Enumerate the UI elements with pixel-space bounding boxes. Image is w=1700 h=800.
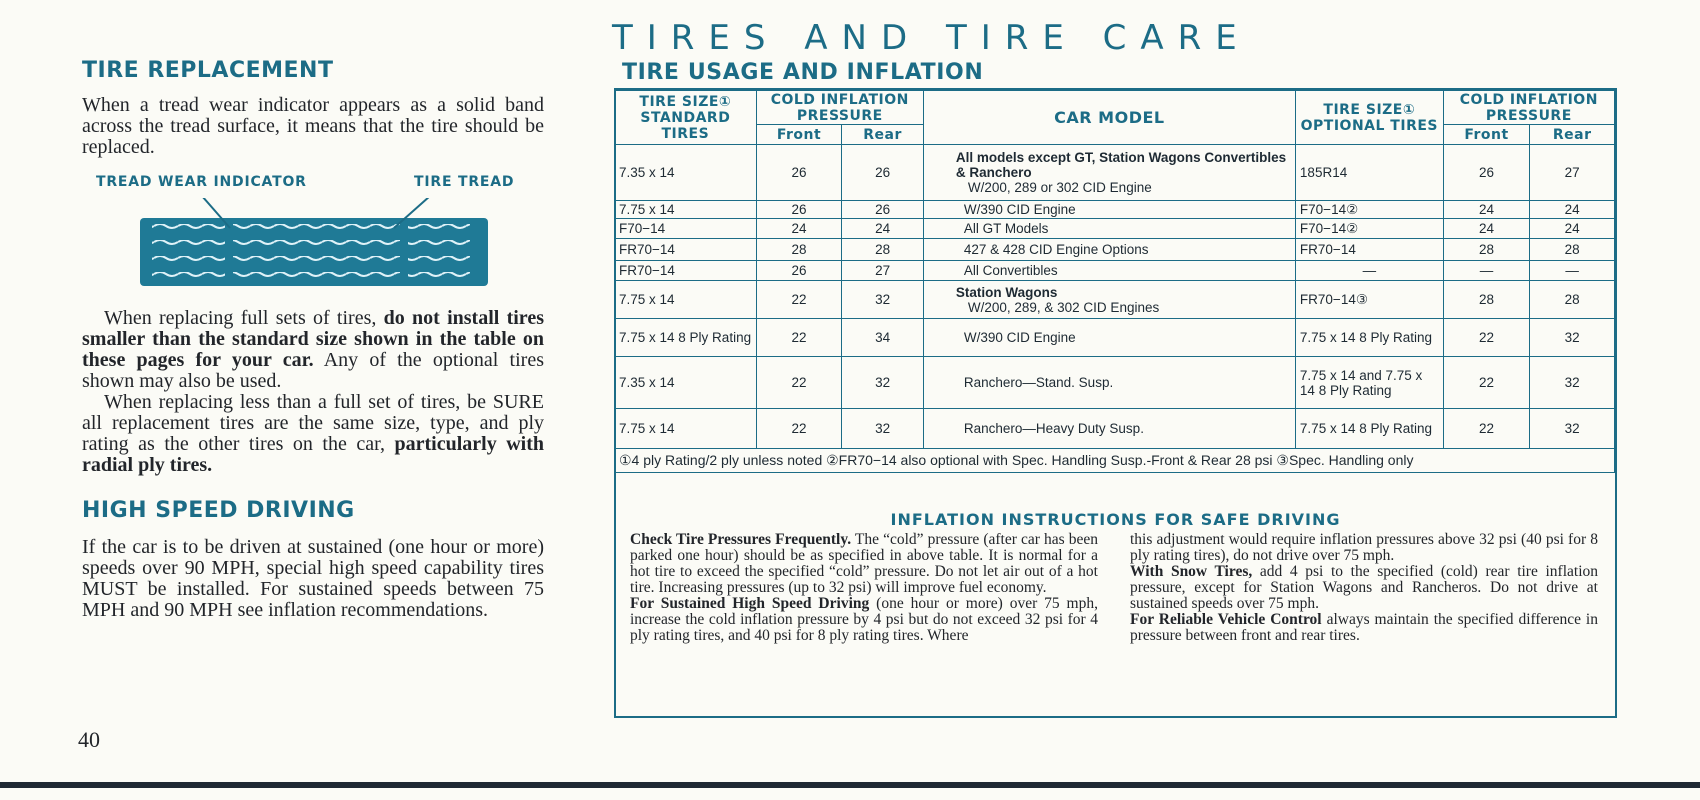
std-tire-cell: 7.75 x 14: [615, 409, 757, 449]
page-edge-band: [0, 782, 1700, 788]
table-row: [615, 319, 1615, 357]
front-pressure-cell: 26: [756, 145, 842, 201]
opt-tire-cell: 7.75 x 14 8 Ply Rating: [1295, 409, 1443, 449]
rear-pressure-cell: 32: [842, 409, 924, 449]
opt-tire-cell: FR70−14③: [1295, 281, 1443, 319]
table-title: TIRE USAGE AND INFLATION: [622, 60, 984, 85]
section-title-high-speed: HIGH SPEED DRIVING: [82, 498, 355, 523]
opt-front-pressure-cell: 28: [1443, 239, 1530, 261]
opt-rear-pressure-cell: 32: [1530, 409, 1615, 449]
opt-rear-pressure-cell: 28: [1530, 239, 1615, 261]
tire-replacement-intro: When a tread wear indicator appears as a solid band across the tread surface, it means that the tire should be replaced.: [82, 94, 544, 158]
car-model-cell: [923, 281, 1295, 319]
opt-rear-pressure-cell: 27: [1530, 145, 1615, 201]
tread-wear-illustration: [82, 198, 544, 290]
front-pressure-cell: 22: [756, 319, 842, 357]
header-front: Front: [756, 125, 842, 145]
car-model-cell: 427 & 428 CID Engine Options: [923, 239, 1295, 261]
car-model-text: W/200, 289 or 302 CID Engine: [967, 180, 1152, 195]
std-tire-cell: 7.35 x 14: [615, 357, 757, 409]
std-tire-cell: F70−14: [615, 219, 757, 239]
car-model-cell: Ranchero—Stand. Susp.: [923, 357, 1295, 409]
car-model-cell: All GT Models: [923, 219, 1295, 239]
front-pressure-cell: 22: [756, 281, 842, 319]
opt-front-pressure-cell: 28: [1443, 281, 1530, 319]
instr-text-continued: this adjustment would require inflation pressures above 32 psi (40 psi for 8 ply rating tires), do not drive over 75 mph.: [1130, 531, 1598, 564]
table-row: [615, 145, 1615, 201]
instructions-column-2: [1130, 532, 1598, 644]
rear-pressure-cell: 27: [842, 261, 924, 281]
instr-text-vehicle-control: always maintain the specified difference in pressure between front and rear tires.: [1130, 611, 1598, 644]
opt-front-pressure-cell: 22: [1443, 357, 1530, 409]
opt-rear-pressure-cell: —: [1530, 261, 1615, 281]
std-tire-cell: 7.75 x 14 8 Ply Rating: [615, 319, 757, 357]
tire-usage-table: [614, 90, 1615, 473]
page-number: 40: [78, 727, 100, 752]
car-model-group-heading: Station Wagons: [955, 284, 1058, 300]
std-tire-cell: 7.75 x 14: [615, 281, 757, 319]
table-row: [615, 281, 1615, 319]
car-model-text: W/200, 289, & 302 CID Engines: [967, 299, 1160, 315]
p1-text-bold: do not install tires smaller than the standard size shown in the table on these pages for your car.: [82, 307, 544, 371]
opt-tire-cell: —: [1295, 261, 1443, 281]
table-footnotes-row: [615, 449, 1615, 473]
opt-rear-pressure-cell: 24: [1530, 219, 1615, 239]
page-title: TIRES AND TIRE CARE: [612, 18, 1251, 58]
opt-front-pressure-cell: 22: [1443, 409, 1530, 449]
rear-pressure-cell: 32: [842, 281, 924, 319]
instr-heading-check-pressures: Check Tire Pressures Frequently.: [630, 531, 852, 548]
p2-text-a: When replacing less than a full set of tires, be SURE all replacement tires are the same size, type, and ply rating as the other tires on the car,: [82, 391, 544, 455]
table-row: [615, 261, 1615, 281]
table-row: [615, 219, 1615, 239]
opt-tire-cell: F70−14②: [1295, 201, 1443, 219]
opt-tire-cell: 185R14: [1295, 145, 1443, 201]
rear-pressure-cell: 34: [842, 319, 924, 357]
section-title-tire-replacement: TIRE REPLACEMENT: [82, 58, 334, 83]
header-rear: Rear: [842, 125, 924, 145]
p1-text-a: When replacing full sets of tires,: [104, 307, 384, 329]
instructions-column-1: [630, 532, 1098, 644]
right-column-header: [612, 18, 1612, 85]
table-row: [615, 409, 1615, 449]
opt-front-pressure-cell: 24: [1443, 201, 1530, 219]
p2-text-bold: particularly with radial ply tires.: [82, 433, 544, 476]
opt-front-pressure-cell: 22: [1443, 319, 1530, 357]
header-car-model: CAR MODEL: [923, 91, 1295, 145]
table-row: [615, 239, 1615, 261]
instr-heading-snow-tires: With Snow Tires,: [1130, 563, 1253, 580]
opt-front-pressure-cell: —: [1443, 261, 1530, 281]
car-model-cell: W/390 CID Engine: [923, 201, 1295, 219]
p1-text-c: Any of the optional tires shown may also be used.: [82, 349, 544, 392]
rear-pressure-cell: 26: [842, 145, 924, 201]
std-tire-cell: 7.35 x 14: [615, 145, 757, 201]
tread-labels: [82, 168, 544, 198]
instr-heading-vehicle-control: For Reliable Vehicle Control: [1130, 611, 1322, 628]
left-column: [82, 58, 544, 621]
partial-set-replacement-paragraph: [82, 392, 544, 476]
opt-front-pressure-cell: 26: [1443, 145, 1530, 201]
opt-tire-cell: F70−14②: [1295, 219, 1443, 239]
opt-tire-cell: 7.75 x 14 and 7.75 x 14 8 Ply Rating: [1295, 357, 1443, 409]
inflation-instructions-title: INFLATION INSTRUCTIONS FOR SAFE DRIVING: [890, 510, 1341, 529]
header-cold-inflation-optional: COLD INFLATION PRESSURE: [1443, 91, 1614, 125]
high-speed-paragraph: If the car is to be driven at sustained (one hour or more) speeds over 90 MPH, special high speed capability tires MUST be installed. For sustained speeds between 75 MPH and 90 MPH see inflation recommendations.: [82, 536, 544, 621]
opt-rear-pressure-cell: 32: [1530, 319, 1615, 357]
tread-wear-indicator-label: TREAD WEAR INDICATOR: [96, 174, 307, 190]
car-model-cell: [923, 145, 1295, 201]
rear-pressure-cell: 24: [842, 219, 924, 239]
car-model-group-heading: All models except GT, Station Wagons Convertibles & Ranchero: [955, 150, 1287, 180]
table-row: [615, 201, 1615, 219]
instr-heading-high-speed: For Sustained High Speed Driving: [630, 595, 870, 612]
header-standard-tires: TIRE SIZE① STANDARD TIRES: [615, 91, 757, 145]
instr-text-snow-tires: add 4 psi to the specified (cold) rear tire inflation pressure, except for Station Wagons and Rancheros. Do not drive at sustained speeds over 75 mph.: [1130, 563, 1598, 612]
header-optional-tires: TIRE SIZE① OPTIONAL TIRES: [1295, 91, 1443, 145]
front-pressure-cell: 26: [756, 261, 842, 281]
std-tire-cell: 7.75 x 14: [615, 201, 757, 219]
front-pressure-cell: 26: [756, 201, 842, 219]
header-rear-optional: Rear: [1530, 125, 1615, 145]
instr-text-check-pressures: The “cold” pressure (after car has been parked one hour) should be as specified in above table. It is normal for a hot tire to exceed the specified “cold” pressure. Do not let air out of a hot tire. Increasing pressures (up to 32 psi) will improve fuel economy.: [630, 531, 1098, 596]
rear-pressure-cell: 32: [842, 357, 924, 409]
rear-pressure-cell: 26: [842, 201, 924, 219]
std-tire-cell: FR70−14: [615, 239, 757, 261]
car-model-cell: All Convertibles: [923, 261, 1295, 281]
std-tire-cell: FR70−14: [615, 261, 757, 281]
opt-rear-pressure-cell: 32: [1530, 357, 1615, 409]
instr-text-high-speed: (one hour or more) over 75 mph, increase the cold inflation pressure by 4 psi but do not exceed 32 psi for 4 ply rating tires, and 40 psi for 8 ply rating tires. Where: [630, 595, 1098, 644]
opt-front-pressure-cell: 24: [1443, 219, 1530, 239]
car-model-cell: W/390 CID Engine: [923, 319, 1295, 357]
front-pressure-cell: 22: [756, 357, 842, 409]
front-pressure-cell: 24: [756, 219, 842, 239]
opt-tire-cell: FR70−14: [1295, 239, 1443, 261]
opt-tire-cell: 7.75 x 14 8 Ply Rating: [1295, 319, 1443, 357]
header-front-optional: Front: [1443, 125, 1530, 145]
car-model-cell: Ranchero—Heavy Duty Susp.: [923, 409, 1295, 449]
table-footnotes: ①4 ply Rating/2 ply unless noted ②FR70−14 also optional with Spec. Handling Susp.-Front & Rear 28 psi ③Spec. Handling only: [615, 449, 1615, 473]
full-set-replacement-paragraph: [82, 308, 544, 392]
opt-rear-pressure-cell: 24: [1530, 201, 1615, 219]
table-header-row: [615, 91, 1615, 125]
tire-tread-label: TIRE TREAD: [414, 174, 515, 190]
front-pressure-cell: 28: [756, 239, 842, 261]
table-row: [615, 357, 1615, 409]
opt-rear-pressure-cell: 28: [1530, 281, 1615, 319]
rear-pressure-cell: 28: [842, 239, 924, 261]
header-cold-inflation: COLD INFLATION PRESSURE: [756, 91, 923, 125]
front-pressure-cell: 22: [756, 409, 842, 449]
